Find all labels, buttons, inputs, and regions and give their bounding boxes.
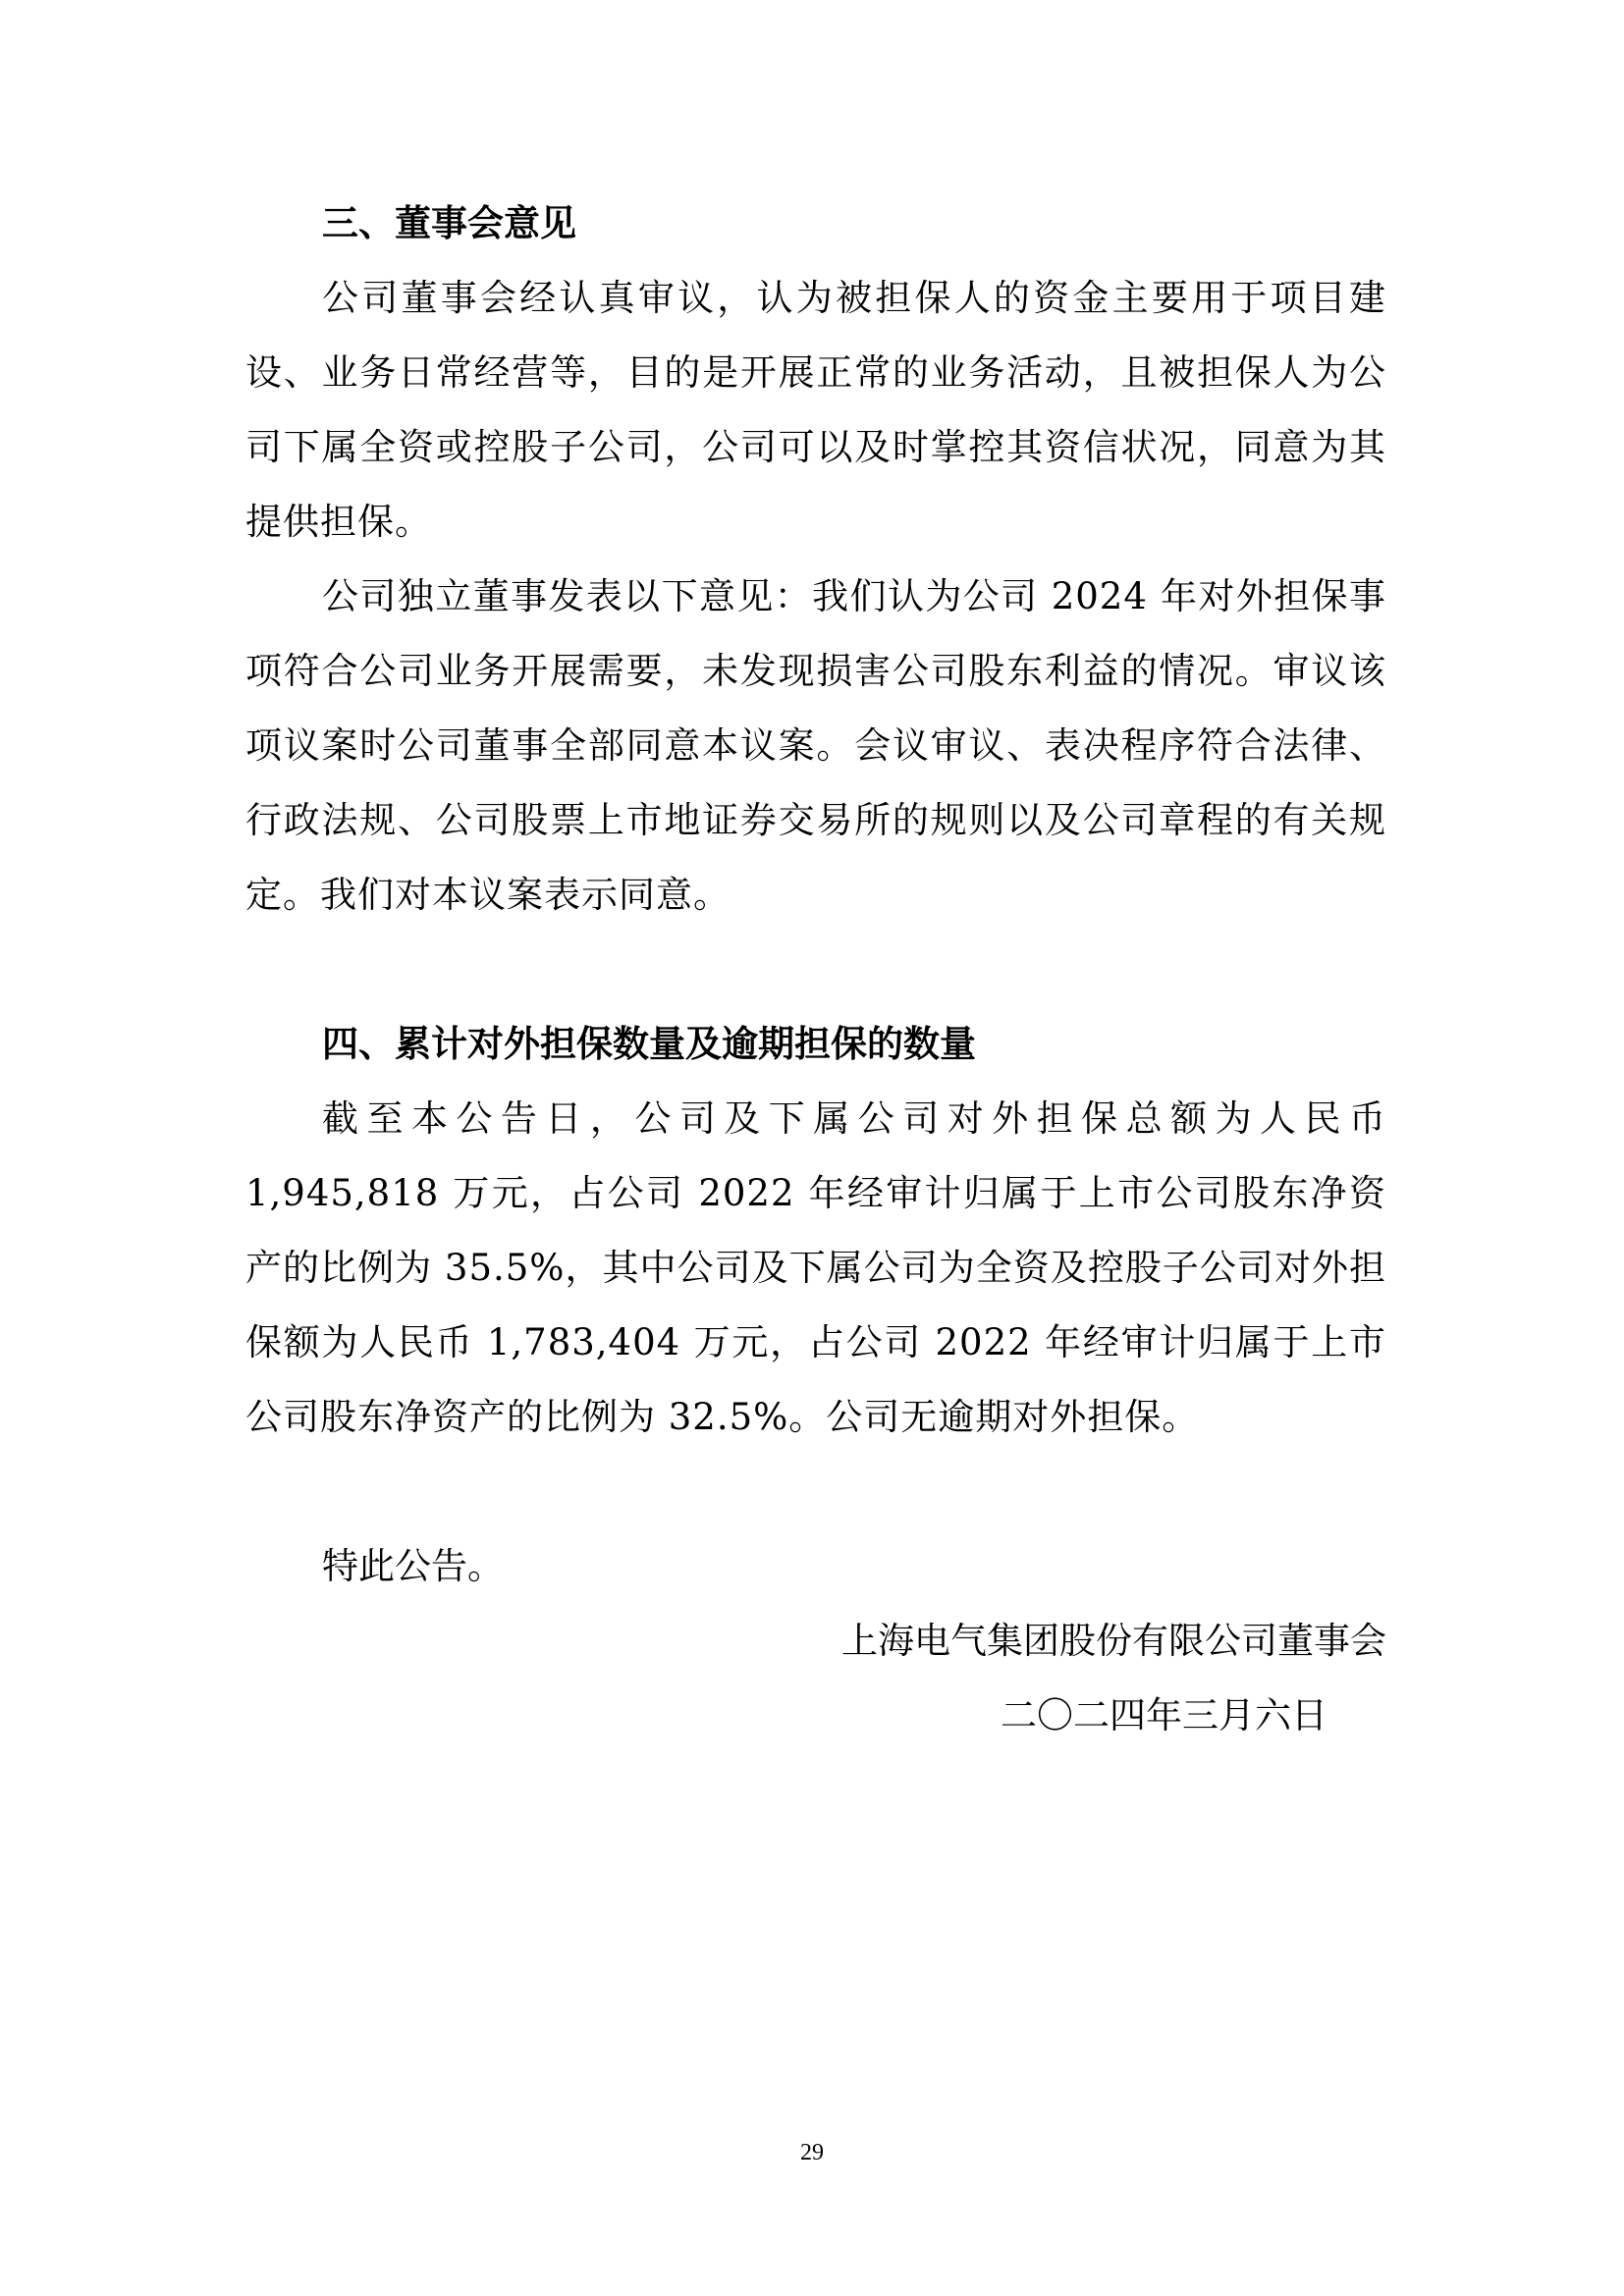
section-4-paragraph-1: 截至本公告日，公司及下属公司对外担保总额为人民币 1,945,818 万元，占公司 2022 年经审计归属于上市公司股东净资产的比例为 35.5%，其中公司及下属公司为全资及控股子公司对外担保额为人民币 1,783,404 万元，占公司 2022 年经审计归属于上市公司股东净资产的比例为 32.5%。公司无逾期对外担保。	[245, 1097, 1386, 1438]
signature-date: 二〇二四年三月六日	[1001, 1694, 1327, 1736]
section-4-heading: 四、累计对外担保数量及逾期担保的数量	[322, 1023, 976, 1065]
signer-name: 上海电气集团股份有限公司董事会	[841, 1620, 1386, 1662]
section-3-heading: 三、董事会意见	[322, 202, 576, 244]
section-3-paragraph-1: 公司董事会经认真审议，认为被担保人的资金主要用于项目建设、业务日常经营等，目的是开展正常的业务活动，且被担保人为公司下属全资或控股子公司，公司可以及时掌控其资信状况，同意为其提供担保。	[245, 277, 1386, 543]
document-body	[245, 187, 1386, 1753]
section-3-paragraph-2: 公司独立董事发表以下意见：我们认为公司 2024 年对外担保事项符合公司业务开展需要，未发现损害公司股东利益的情况。审议该项议案时公司董事全部同意本议案。会议审议、表决程序符合法律、行政法规、公司股票上市地证券交易所的规则以及公司章程的有关规定。我们对本议案表示同意。	[245, 575, 1386, 916]
section-spacer	[245, 933, 1386, 1007]
closing-statement: 特此公告。	[322, 1545, 504, 1587]
section-spacer	[245, 1455, 1386, 1529]
page-number: 29	[800, 2140, 824, 2165]
